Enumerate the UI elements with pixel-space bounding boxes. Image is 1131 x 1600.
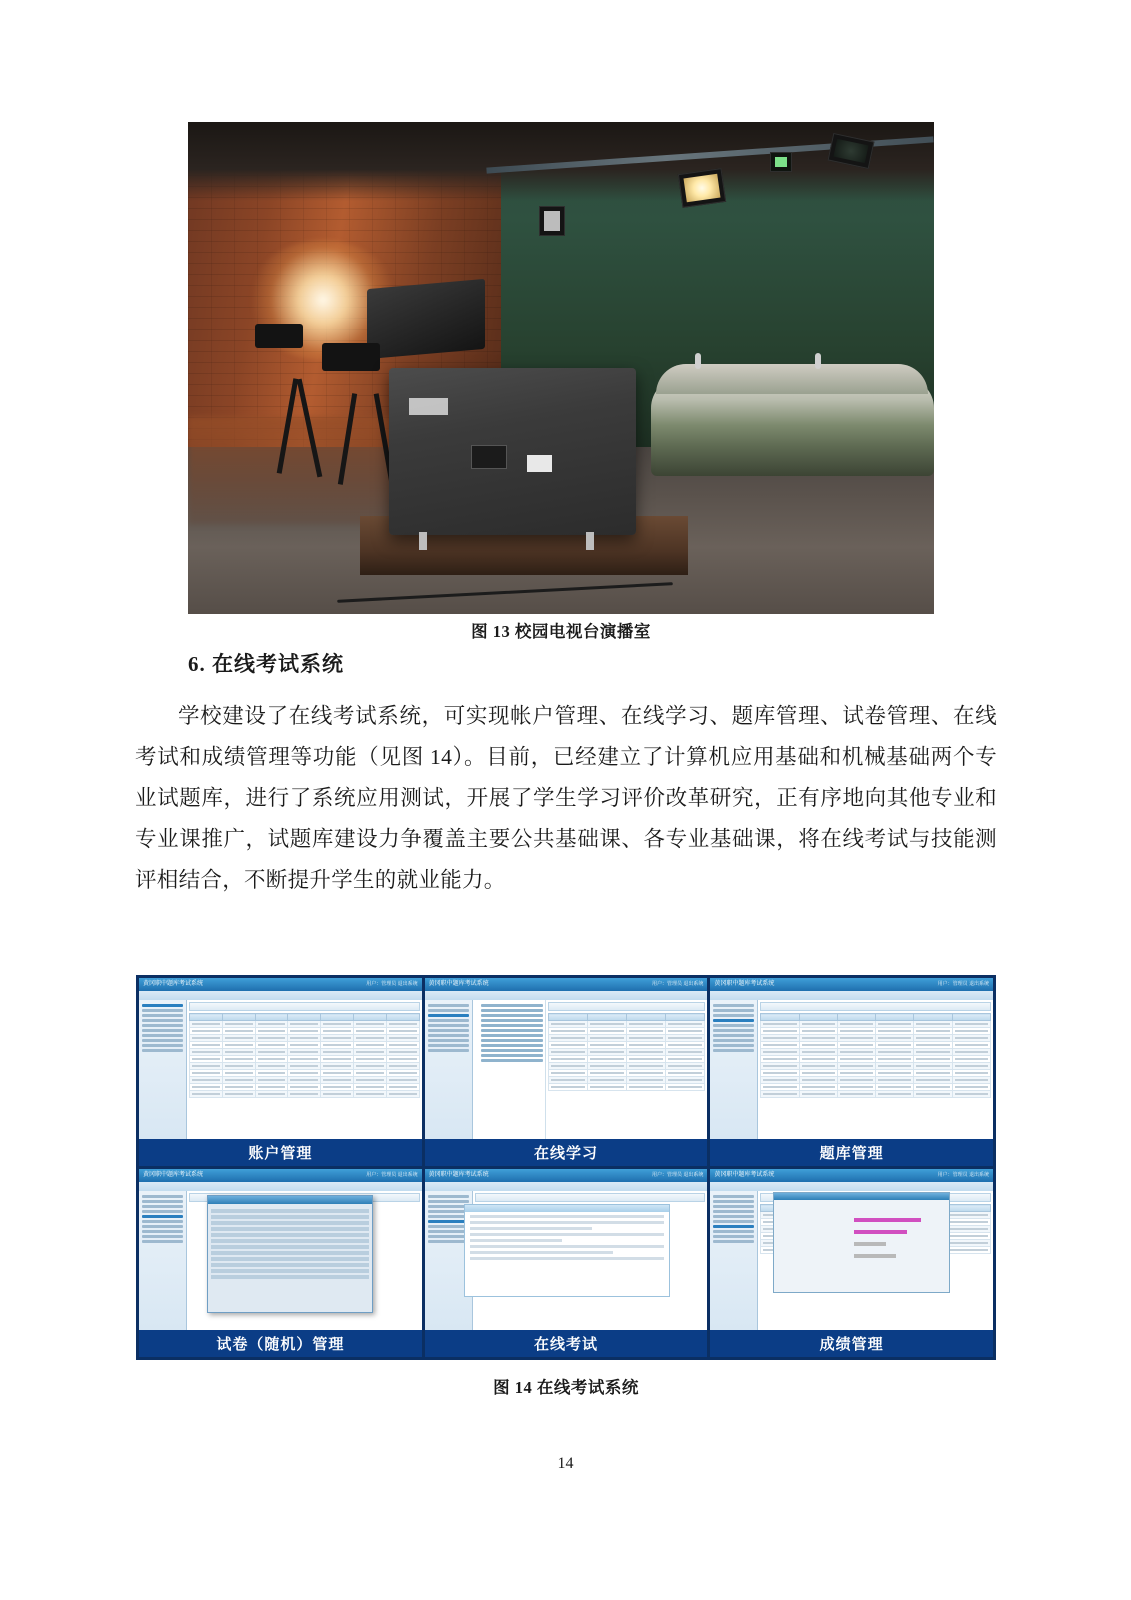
- figure-14-caption: 图 14 在线考试系统: [493, 1378, 639, 1397]
- data-table: [760, 1013, 991, 1098]
- panel-label: 题库管理: [710, 1139, 993, 1166]
- table-row: [190, 1056, 420, 1063]
- window-title: 黄冈职中题库考试系统: [714, 1172, 775, 1178]
- window-meta: 用户：管理员 退出系统: [651, 1172, 704, 1178]
- table-row: [190, 1028, 420, 1035]
- sidebar: [710, 1000, 758, 1139]
- screenshot-panel: [425, 978, 708, 1166]
- table-row: [761, 1084, 991, 1091]
- exam-paper-card: [464, 1204, 670, 1296]
- window-meta: 用户：管理员 退出系统: [937, 981, 989, 987]
- table-row: [549, 1035, 705, 1042]
- window-title: 黄冈职中题库考试系统: [428, 1172, 489, 1178]
- toolbar: [189, 1002, 420, 1011]
- window-meta: 用户：管理员 退出系统: [651, 981, 704, 987]
- news-desk: [651, 378, 934, 476]
- table-row: [549, 1042, 705, 1049]
- app-window: [425, 978, 708, 1139]
- window-title-bar: [425, 978, 708, 991]
- camera-icon: [322, 343, 380, 371]
- content-area: [187, 1000, 422, 1139]
- table-row: [190, 1070, 420, 1077]
- panel-label: 试卷（随机）管理: [139, 1330, 422, 1357]
- data-table: [189, 1013, 420, 1098]
- window-body: [710, 1000, 993, 1139]
- table-row: [549, 1077, 705, 1084]
- window-body: [425, 1000, 708, 1139]
- microphone-icon: [695, 353, 701, 369]
- window-title-bar: [710, 978, 993, 991]
- screenshot-panel: [139, 978, 422, 1166]
- table-row: [190, 1091, 420, 1098]
- studio-light-icon: [678, 168, 726, 208]
- app-window: [139, 978, 422, 1139]
- table-row: [761, 1049, 991, 1056]
- chart-bar: [854, 1242, 886, 1246]
- table-row: [761, 1077, 991, 1084]
- window-title: 黄冈职中题库考试系统: [428, 981, 489, 987]
- screenshot-panel: [710, 1169, 993, 1357]
- table-row: [549, 1084, 705, 1091]
- figure-13-caption: 图 13 校园电视台演播室: [471, 622, 651, 641]
- table-row: [549, 1070, 705, 1077]
- figure-13-photo: [188, 122, 934, 614]
- chart-bar: [854, 1218, 921, 1222]
- table-row: [761, 1042, 991, 1049]
- window-meta: 用户：管理员 退出系统: [366, 1172, 418, 1178]
- course-tree: [473, 1000, 546, 1139]
- toolbar: [760, 1002, 991, 1011]
- table-row: [549, 1056, 705, 1063]
- content-area: [758, 1000, 993, 1139]
- app-window: [425, 1169, 708, 1330]
- panel-label: 在线学习: [425, 1139, 708, 1166]
- window-title-bar: [139, 978, 422, 991]
- dialog-title-bar: [208, 1196, 372, 1204]
- studio-light-icon: [770, 152, 792, 172]
- dialog-body: [208, 1204, 372, 1284]
- table-row: [761, 1070, 991, 1077]
- toolbar: [548, 1002, 705, 1011]
- table-row: [190, 1077, 420, 1084]
- chart-bar: [854, 1230, 907, 1234]
- screenshot-panel: [139, 1169, 422, 1357]
- window-title: 黄冈职中题库考试系统: [143, 981, 204, 987]
- table-row: [549, 1049, 705, 1056]
- table-row: [761, 1035, 991, 1042]
- screenshot-panel: [425, 1169, 708, 1357]
- table-row: [190, 1035, 420, 1042]
- window-title: 黄冈职中题库考试系统: [143, 1172, 204, 1178]
- table-row: [761, 1021, 991, 1028]
- window-title-bar: [710, 1169, 993, 1182]
- figure-14-composite: [136, 975, 996, 1360]
- chart-bar: [854, 1254, 896, 1258]
- table-row: [761, 1056, 991, 1063]
- paper-settings-dialog: [207, 1195, 373, 1313]
- section-heading: 6. 在线考试系统: [188, 652, 344, 676]
- sidebar: [139, 1000, 187, 1139]
- sidebar: [139, 1191, 187, 1330]
- app-window: [710, 978, 993, 1139]
- window-body: [139, 1000, 422, 1139]
- score-chart-window: [773, 1192, 950, 1294]
- table-row: [190, 1021, 420, 1028]
- panel-label: 在线考试: [425, 1330, 708, 1357]
- table-row: [761, 1063, 991, 1070]
- table-row: [761, 1028, 991, 1035]
- window-meta: 用户：管理员 退出系统: [366, 981, 418, 987]
- sidebar: [710, 1191, 758, 1330]
- microphone-icon: [815, 353, 821, 369]
- monitor-rear: [389, 368, 635, 535]
- window-meta: 用户：管理员 退出系统: [937, 1172, 989, 1178]
- sidebar: [425, 1000, 473, 1139]
- camera-icon: [255, 324, 303, 348]
- page-number: 14: [557, 1455, 574, 1472]
- teleprompter-icon: [367, 279, 485, 359]
- table-row: [549, 1028, 705, 1035]
- table-row: [190, 1084, 420, 1091]
- screenshot-panel: [710, 978, 993, 1166]
- app-window: [710, 1169, 993, 1330]
- section-body-text: 学校建设了在线考试系统，可实现帐户管理、在线学习、题库管理、试卷管理、在线考试和成绩管理等功能（见图 14）。目前，已经建立了计算机应用基础和机械基础两个专业试题库，进行了系统应用测试，开展了学生学习评价改革研究，正有序地向其他专业和专业课推广，试题库建设力争覆盖主要公共基础课、各专业基础课，将在线考试与技能测评相结合，不断提升学生的就业能力。: [135, 704, 997, 892]
- table-row: [549, 1021, 705, 1028]
- table-row: [190, 1042, 420, 1049]
- table-row: [761, 1091, 991, 1098]
- window-title: 黄冈职中题库考试系统: [714, 981, 775, 987]
- window-title-bar: [139, 1169, 422, 1182]
- panel-label: 成绩管理: [710, 1330, 993, 1357]
- app-window: [139, 1169, 422, 1330]
- toolbar: [475, 1193, 706, 1202]
- studio-light-icon: [539, 206, 565, 236]
- table-row: [190, 1063, 420, 1070]
- panel-label: 账户管理: [139, 1139, 422, 1166]
- content-area: [546, 1000, 707, 1139]
- window-title-bar: [425, 1169, 708, 1182]
- table-row: [549, 1063, 705, 1070]
- data-table: [548, 1013, 705, 1091]
- table-row: [190, 1049, 420, 1056]
